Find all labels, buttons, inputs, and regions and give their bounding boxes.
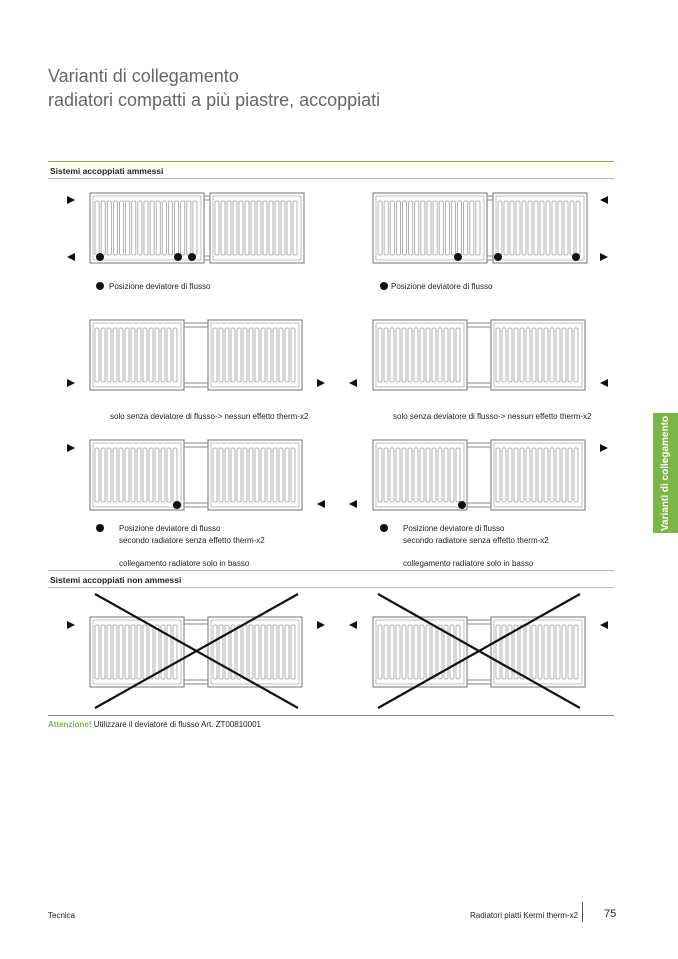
flow-arrow-right-icon [317, 621, 325, 629]
notice-text: Utilizzare il deviatore di flusso Art. ZT00810001 [91, 720, 261, 729]
footer-right: Radiatori piatti Kermi therm-x2 [470, 911, 579, 920]
diverter-dot-icon [173, 501, 181, 509]
flow-arrow-right-icon [600, 444, 608, 452]
page-title-line-1: Varianti di collegamento [48, 66, 239, 86]
caption-no-diverter-right: solo senza deviatore di flusso-> nessun effetto therm-x2 [393, 412, 592, 421]
flow-arrow-left-icon [349, 621, 357, 629]
diverter-dot-icon [96, 253, 104, 261]
footer-divider [582, 902, 583, 922]
flow-arrow-right-icon [317, 379, 325, 387]
caption-diverter-position-right: Posizione deviatore di flusso [391, 282, 493, 291]
notice-label: Attenzione! [48, 720, 92, 729]
diverter-dot-icon [174, 253, 182, 261]
section-label-not-allowed: Sistemi accoppiati non ammessi [50, 575, 182, 585]
legend-dot [380, 282, 388, 290]
diverter-dot-icon [572, 253, 580, 261]
flow-arrow-right-icon [67, 444, 75, 452]
legend-dot [96, 524, 104, 532]
page-number: 75 [604, 908, 617, 920]
flow-arrow-left-icon [600, 621, 608, 629]
diverter-dot-icon [188, 253, 196, 261]
caption-diverter-position-left-3: Posizione deviatore di flusso [119, 524, 221, 533]
section-rule-not-allowed-bottom [48, 587, 614, 588]
flow-arrow-right-icon [67, 621, 75, 629]
side-tab-label: Varianti di collegamento [660, 415, 671, 531]
side-tab[interactable] [653, 413, 678, 533]
flow-arrow-left-icon [349, 379, 357, 387]
flow-arrow-right-icon [600, 253, 608, 261]
caption-diverter-position-left: Posizione deviatore di flusso [109, 282, 211, 291]
caption-second-radiator-left: secondo radiatore senza effetto therm-x2 [119, 536, 265, 545]
section-rule-end [48, 715, 614, 716]
diverter-dot-icon [494, 253, 502, 261]
flow-arrow-left-icon [349, 500, 357, 508]
notice [48, 720, 261, 729]
legend-dot [380, 524, 388, 532]
flow-arrow-left-icon [67, 253, 75, 261]
section-label-allowed: Sistemi accoppiati ammessi [50, 166, 164, 176]
legend-dot [96, 282, 104, 290]
flow-arrow-left-icon [600, 196, 608, 204]
footer-left: Tecnica [48, 911, 76, 920]
caption-diverter-position-right-3: Posizione deviatore di flusso [403, 524, 505, 533]
flow-arrow-left-icon [317, 500, 325, 508]
section-rule-not-allowed [48, 570, 614, 571]
caption-bottom-only-left: collegamento radiatore solo in basso [119, 559, 250, 568]
flow-arrow-right-icon [67, 379, 75, 387]
page-title-line-2: radiatori compatti a più piastre, accoppiati [48, 90, 381, 110]
diverter-dot-icon [454, 253, 462, 261]
caption-second-radiator-right: secondo radiatore senza effetto therm-x2 [403, 536, 549, 545]
diverter-dot-icon [458, 501, 466, 509]
caption-no-diverter-left: solo senza deviatore di flusso-> nessun effetto therm-x2 [110, 412, 309, 421]
flow-arrow-left-icon [600, 379, 608, 387]
caption-bottom-only-right: collegamento radiatore solo in basso [403, 559, 534, 568]
flow-arrow-right-icon [67, 196, 75, 204]
